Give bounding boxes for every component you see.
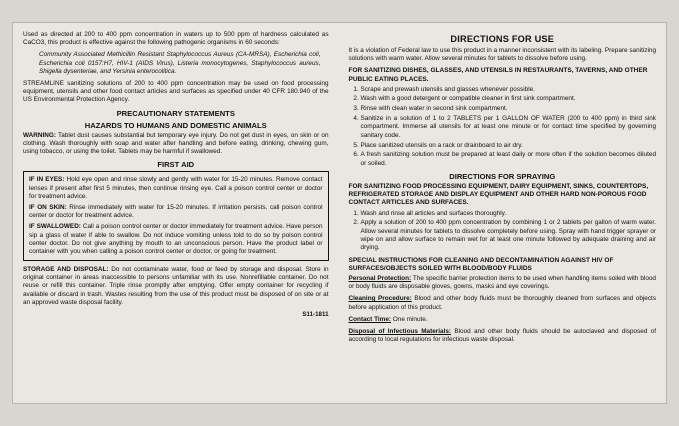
special-item-label: Personal Protection: xyxy=(348,274,412,282)
list-item: 1. Wash and rinse all articles and surfaces thoroughly. xyxy=(361,210,656,218)
special-item-text: One minute. xyxy=(392,315,428,323)
special-item-text: Blood and other body fluids must be thoroughly cleaned from surfaces and objects before application of this product. xyxy=(348,295,657,311)
list-item: 2. Apply a solution of 200 to 400 ppm concentration by combining 1 or 2 tablets per gallon of warm water. Allow several minutes for tablets to dissolve completely before using. Spray with hand trigger sprayer or wipe on and allow surface to remain wet for at least one minute followed by adequate draining and air drying. xyxy=(361,219,656,252)
product-label-panel xyxy=(12,22,667,404)
hazards-header: HAZARDS TO HUMANS AND DOMESTIC ANIMALS xyxy=(84,120,267,130)
list-item: 2. Wash with a good detergent or compatible cleaner in first sink compartment. xyxy=(361,95,656,103)
first-aid-swallowed: IF SWALLOWED: Call a poison control center or doctor immediately for treatment advice. Have person sip a glass of water if able to swallow. Do not induce vomiting unless told to do so by poison control center doctor. Do not give anything by mouth to an unconscious person. Have the product label or container with you when calling a poison control center or doctor, or going for treatment. xyxy=(29,223,323,255)
special-instructions-header: SPECIAL INSTRUCTIONS FOR CLEANING AND DECONTAMINATION AGAINST HIV OF SURFACES/OBJECTS SOILED WITH BLOOD/BODY FLUIDS xyxy=(348,256,614,272)
storage-and-disposal-label: STORAGE AND DISPOSAL: xyxy=(23,266,109,274)
special-item-personal-protection xyxy=(349,275,656,291)
storage-and-disposal-text: Do not contaminate water, food or feed by storage and disposal. Store in original container in areas inaccessible to persons unfamiliar with its use. Nonrefillable container. Do not reuse or refill this container. Triple rinse promptly after emptying. Offer empty container for recycling if available or discard in trash. Wastes resulting from the use of this product must be disposed of on site or at an approved waste disposal facility. xyxy=(23,266,329,306)
intro-paragraph: Used as directed at 200 to 400 ppm concentration in waters up to 500 ppm of hardness calculated as CaCO3, this product is effective against the following pathogenic organisms in 60 seconds: xyxy=(23,31,329,47)
special-item-label: Disposal of Infectious Materials: xyxy=(348,327,452,335)
first-aid-header: FIRST AID xyxy=(157,160,195,170)
precautionary-statements-header: PRECAUTIONARY STATEMENTS xyxy=(116,108,235,118)
federal-law-paragraph: It is a violation of Federal law to use this product in a manner inconsistent with its labeling. Prepare sanitizing solutions with warm water. Allow several minutes for tablets to dissolve before using. xyxy=(348,47,656,63)
label-right-column xyxy=(347,31,656,397)
list-item: 5. Place sanitized utensils on a rack or drainboard to air dry. xyxy=(361,142,656,150)
special-item-text: Blood and other body fluids should be autoclaved and disposed of according to local regulations for infectious waste disposal. xyxy=(348,327,657,344)
label-code: S11-1811 xyxy=(302,311,329,319)
warning-paragraph: WARNING: Tablet dust causes substantial but temporary eye injury. Do not get dust in eyes, on skin or on clothing. Wash thoroughly with soap and water after handling and before eating, drinking, chewing gum, using tobacco, or using the toilet. Tablets may be harmful if swallowed. xyxy=(23,131,329,156)
directions-for-spraying-header: DIRECTIONS FOR SPRAYING xyxy=(449,172,556,182)
streamline-paragraph: STREAMLINE sanitizing solutions of 200 to 400 ppm concentration may be used on food processing equipment, utensils and other food contact articles and surfaces as specified under 40 CFR 180.940 of the US Environmental Protection Agency. xyxy=(23,79,329,104)
list-item: 3. Rinse with clean water in second sink compartment. xyxy=(361,105,656,113)
special-item-text: The specific barrier protection items to be used when handling items soiled with blood or body fluids are disposable gloves, gowns, masks and eye coverings. xyxy=(348,274,656,291)
special-item-label: Contact Time: xyxy=(348,315,392,323)
first-aid-skin: IF ON SKIN: Rinse immediately with water for 15-20 minutes. If irritation persists, call poison control center or doctor for treatment advice. xyxy=(29,203,323,220)
special-item-label: Cleaning Procedure: xyxy=(348,295,412,303)
special-item-disposal xyxy=(349,328,656,344)
spraying-scope-text: FOR SANITIZING FOOD PROCESSING EQUIPMENT, DAIRY EQUIPMENT, SINKS, COUNTERTOPS, REFRIGERATED STORAGE AND DISPLAY EQUIPMENT AND OTHER HARD NON-POROUS FOOD CONTACT ARTICLES AND SURFACES. xyxy=(348,183,649,207)
label-left-column xyxy=(23,31,333,397)
storage-and-disposal-paragraph xyxy=(23,266,329,307)
first-aid-eyes: IF IN EYES: Hold eye open and rinse slowly and gently with water for 15-20 minutes. Remove contact lenses if present after first 5 minutes, then continue rinsing eye. Call a poison control center or doctor for treatment advice. xyxy=(29,176,323,200)
sanitizing-dishes-header: FOR SANITIZING DISHES, GLASSES, AND UTENSILS IN RESTAURANTS, TAVERNS, AND OTHER PUBLIC EATING PLACES. xyxy=(348,67,648,83)
spraying-steps-list xyxy=(349,210,656,253)
special-item-contact-time xyxy=(349,316,656,324)
list-item: 6. A fresh sanitizing solution must be prepared at least daily or more often if the solution becomes diluted or soiled. xyxy=(361,151,656,168)
directions-for-use-header: DIRECTIONS FOR USE xyxy=(450,34,555,44)
list-item: 4. Sanitize in a solution of 1 to 2 TABLETS per 1 GALLON OF WATER (200 to 400 ppm) in third sink compartment. Immerse all utensils for at least one minute or for contact time specified by governing sanitary code. xyxy=(361,115,656,140)
sanitizing-steps-list xyxy=(349,86,656,168)
organisms-paragraph: Community Associated Methicillin Resistant Staphylococcus Aureus (CA-MRSA), Escherichia coli, Escherichia coli 0157:H7, HIV-1 (AIDS Virus), Listeria monocytogenes, Staphylococcus aureus, Shigella dysenteriae, and Yersinia enterocolitica. xyxy=(39,51,321,75)
label-columns xyxy=(23,31,656,397)
special-item-cleaning-procedure xyxy=(349,295,656,311)
first-aid-box xyxy=(23,171,329,261)
list-item: 1. Scrape and prewash utensils and glasses whenever possible. xyxy=(361,86,656,94)
